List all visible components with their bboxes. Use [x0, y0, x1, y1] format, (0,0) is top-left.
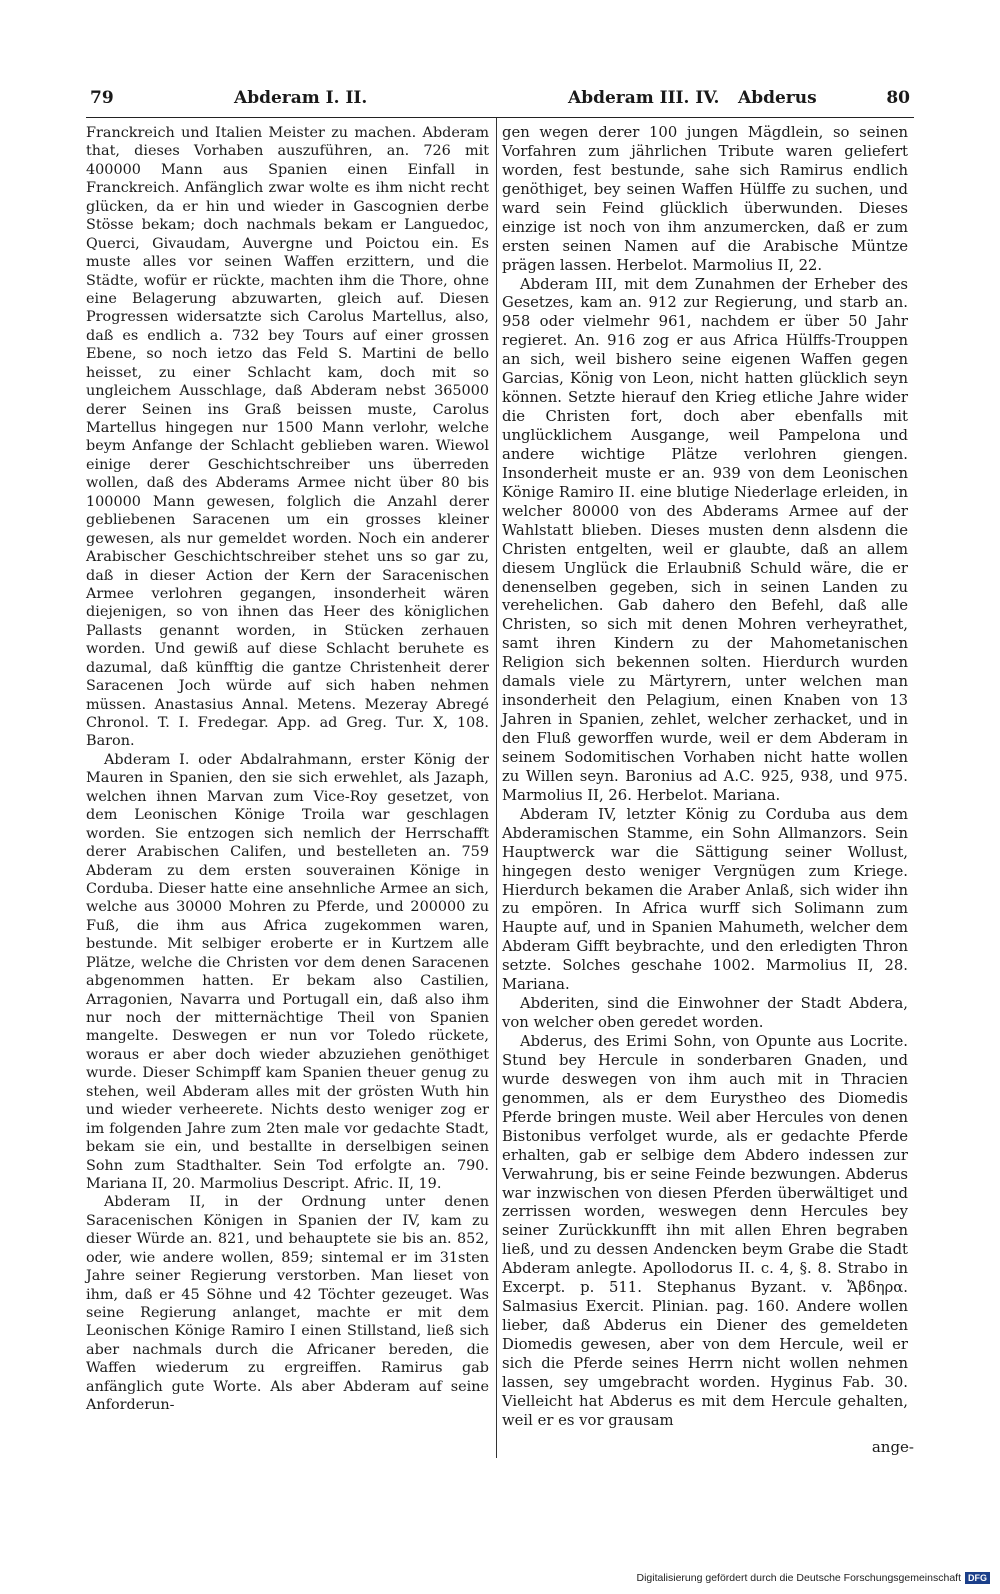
right-paragraph-3: Abderam IV, letzter König zu Corduba aus dem Abderamischen Stamme, ein Sohn Allmanzors. Sein Hauptwerck war die Sättigung seiner Wollust, hingegen desto weniger Vergnügen zum Kriege. Hierdurch bekamen die Araber Anlaß, sich wider ihn zu empören. In Africa wurff sich Solimann zum Haupte auf, und in Spanien Mahumeth, welcher dem Abderam Gifft beybrachte, und den erledigten Thron setzte. Solches geschahe 1002. Marmolius II, 28. Mariana. — [502, 805, 908, 994]
right-column — [502, 124, 908, 1431]
right-running-title-2: Abderus — [738, 88, 817, 108]
left-page-number: 79 — [90, 88, 114, 108]
right-paragraph-1: gen wegen derer 100 jungen Mägdlein, so seinen Vorfahren zum jährlichen Tribute waren geliefert worden, fest bestunde, sahe sich Ramirus endlich genöthiget, bey seinen Waffen Hülffe zu suchen, und ward sein Feind glücklich überwunden. Dieses einzige ist noch von ihm anzumercken, daß er zum ersten seinen Namen auf die Arabische Müntze prägen lassen. Herbelot. Marmolius II, 22. — [502, 124, 908, 274]
catchword: ange- — [871, 1438, 914, 1456]
right-paragraph-5: Abderus, des Erimi Sohn, von Opuntе aus Locrite. Stund bey Hercule in sonderbaren Gnaden, und wurde deswegen von ihm auch mit in Thracien genommen, als er dem Eurystheo des Diomedis Pferde bringen muste. Weil aber Hercules von denen Bistonibus verfolget wurde, als er gedachte Pferde erhalten, gab er selbige dem Abdero indessen zur Verwahrung, bis er seine Feinde bezwungen. Abderus war inzwischen von diesen Pferden überwältiget und zerrissen worden, weswegen denn Hercules bey seiner Zurückkunfft ihn mit allen Ehren begraben ließ, und zu dessen Andencken beym Grabe die Stadt Abderam anlegte. Apollodorus II. c. 4, §. 8. Strabo in Excerpt. p. 511. Stephanus Byzant. v. Ἄβδηρα. Salmasius Exercit. Plinian. pag. 160. Andere wollen lieber, daß Abderus ein Diener des gemeldeten Diomedis gewesen, aber von dem Hercule, weil er sich die Pferde seines Herrn nicht wollen nehmen lassen, sey umgebracht worden. Hyginus Fab. 30. Vielleicht hat Abderus es mit dem Hercule gehalten, weil er es vor grausam — [502, 1033, 908, 1429]
footer — [636, 1572, 990, 1584]
left-paragraph-3: Abderam II, in der Ordnung unter denen Saracenischen Königen in Spanien der IV, kam zu dieser Würde an. 821, und behauptete sie bis an. 852, oder, wie andere wollen, 859; sintemal er im 31sten Jahre seiner Regierung verstorben. Man lieset von ihm, daß er 45 Söhne und 42 Töchter gezeuget. Was seine Regierung anlanget, machte er mit dem Leonischen Könige Ramiro I einen Stillstand, ließ sich aber nachmals durch die Africaner bereden, die Waffen wiederum zu ergreiffen. Ramirus gab anfänglich gute Worte. Als aber Abderam auf seine Anforderun- — [86, 1194, 489, 1414]
left-paragraph-1: Franckreich und Italien Meister zu machen. Abderam that, dieses Vorhaben auszuführen, an. 726 mit 400000 Mann aus Spanien einen Einfall in Franckreich. Anfänglich zwar wolte es ihm nicht recht glücken, da er hin und wieder in Gascognien derbe Stösse bekam; doch nachmals bekam er Languedoc, Querci, Givaudam, Auvergne und Poictou ein. Es muste alles vor seinen Waffen erzittern, und die Städte, wofür er rückte, machten ihm die Thore, ohne eine Belagerung abzuwarten, gleich auf. Diesen Progressen widersatzte sich Carolus Martellus, also, daß es endlich a. 732 bey Tours auf einer grossen Ebene, so noch ietzo das Feld S. Martini de bello heisset, zu einer Schlacht kam, doch mit so ungleichem Ausschlage, daß Abderam nebst 365000 derer Seinen ins Graß beissen muste, Carolus Martellus hingegen nur 1500 Mann verlohr, welche beym Anfange der Schlacht geblieben waren. Wiewol einige derer Geschichtschreiber uns überreden wollen, daß des Abderams Armee nicht über 80 bis 100000 Mann gewesen, folglich die Anzahl derer gebliebenen Saracenen um ein grosses kleiner gewesen, als nur gemeldet worden. Noch ein anderer Arabischer Geschichtschreiber stehet uns so gar zu, daß in dieser Action der Kern der Saracenischen Armee verlohren gegangen, insonderheit wären diejenigen, so von ihnen das Heer des königlichen Pallasts genannt worden, in Stücken zerhauen worden. Und gewiß auf diese Schlacht beruhete es dazumal, daß künfftig die gantze Christenheit derer Saracenen Joch würde auf sich haben nehmen müssen. Anastasius Annal. Metens. Mezeray Abregé Chronol. T. I. Fredegar. App. ad Greg. Tur. X, 108. Baron. — [86, 125, 489, 750]
left-paragraph-2: Abderam I. oder Abdalrahmann, erster König der Mauren in Spanien, den sie sich erwehlet, als Jazaph, welchen ihnen Marvan zum Vice-Roy gesetzet, von dem Leonischen Könige Troila war geschlagen worden. Sie entzogen sich nemlich der Herrschafft derer Arabischen Califen, und bestelleten an. 759 Abderam zu dem ersten souverainen Könige in Corduba. Dieser hatte eine ansehnliche Armee an sich, welche aus 30000 Mohren zu Pferde, und 200000 zu Fuß, die ihm aus Africa zugekommen waren, bestunde. Mit selbiger eroberte er in Kurtzem alle Plätze, welche die Christen vor dem denen Saracenen abgenommen hatten. Er bekam also Castilien, Arragonien, Navarra und Portugall ein, daß also ihm nur noch der mitternächtige Theil von Spanien mangelte. Deswegen er nun vor Toledo rückete, woraus er aber doch wieder abzuziehen genöthiget wurde. Dieser Schimpff kam Spanien theuer genug zu stehen, weil Abderam alles mit der grösten Wuth hin und wieder verheerete. Nichts desto weniger zog er im folgenden Jahre zum 2ten male vor gedachte Stadt, bekam sie ein, und bestallte in derselbigen seinen Sohn zum Stadthalter. Sein Tod erfolgte an. 790. Mariana II, 20. Marmolius Descript. Afric. II, 19. — [86, 751, 489, 1192]
right-page-number: 80 — [886, 88, 910, 108]
left-running-title: Abderam I. II. — [234, 88, 368, 108]
right-paragraph-2: Abderam III, mit dem Zunahmen der Erheber des Gesetzes, kam an. 912 zur Regierung, und starb an. 958 oder vielmehr 961, nachdem er über 50 Jahr regieret. An. 916 zog er aus Africa Hülffs-Trouppen an sich, weil bishero seine eigenen Waffen gegen Garcias, König von Leon, nicht hatten glücklich seyn können. Setzte hierauf den Krieg etliche Jahre wider die Christen fort, doch aber ebenfalls mit unglücklichem Ausgange, weil Pampelona und andere wichtige Plätze verlohren giengen. Insonderheit muste er an. 939 von dem Leonischen Könige Ramiro II. eine blutige Niederlage erleiden, in welcher 80000 von des Abderams Armee auf der Wahlstatt blieben. Dieses musten denn alsdenn die Christen entgelten, weil er glaubte, daß an allem diesem Unglück die Erlaubniß Schuld wäre, die er denenselben gegeben, sich in seinen Landen zu verehelichen. Gab dahero den Befehl, daß alle Christen, so sich mit denen Mohren verheyrathet, samt ihren Kindern zu der Mahometanischen Religion sich bekennen solten. Hierdurch wurden damals viele zu Märtyrern, unter welchen man insonderheit den Pelagium, einen Knaben von 13 Jahren in Spanien, zehlet, welcher zerhacket, und in den Fluß geworffen wurde, weil er dem Abderam in seinem Sodomitischen Vorhaben nicht hatte wollen zu Willen seyn. Baronius ad A.C. 925, 938, und 975. Marmolius II, 26. Herbelot. Mariana. — [502, 275, 908, 804]
header-rule — [86, 117, 914, 118]
footer-text: Digitalisierung gefördert durch die Deutsche Forschungsgemeinschaft — [636, 1572, 961, 1584]
right-running-title: Abderam III. IV. — [568, 88, 720, 108]
page-header — [86, 88, 914, 118]
left-column — [86, 124, 489, 1415]
column-divider — [496, 118, 497, 1458]
dfg-logo-icon: DFG — [965, 1572, 990, 1584]
right-paragraph-4: Abderiten, sind die Einwohner der Stadt Abdera, von welcher oben geredet worden. — [502, 995, 908, 1032]
